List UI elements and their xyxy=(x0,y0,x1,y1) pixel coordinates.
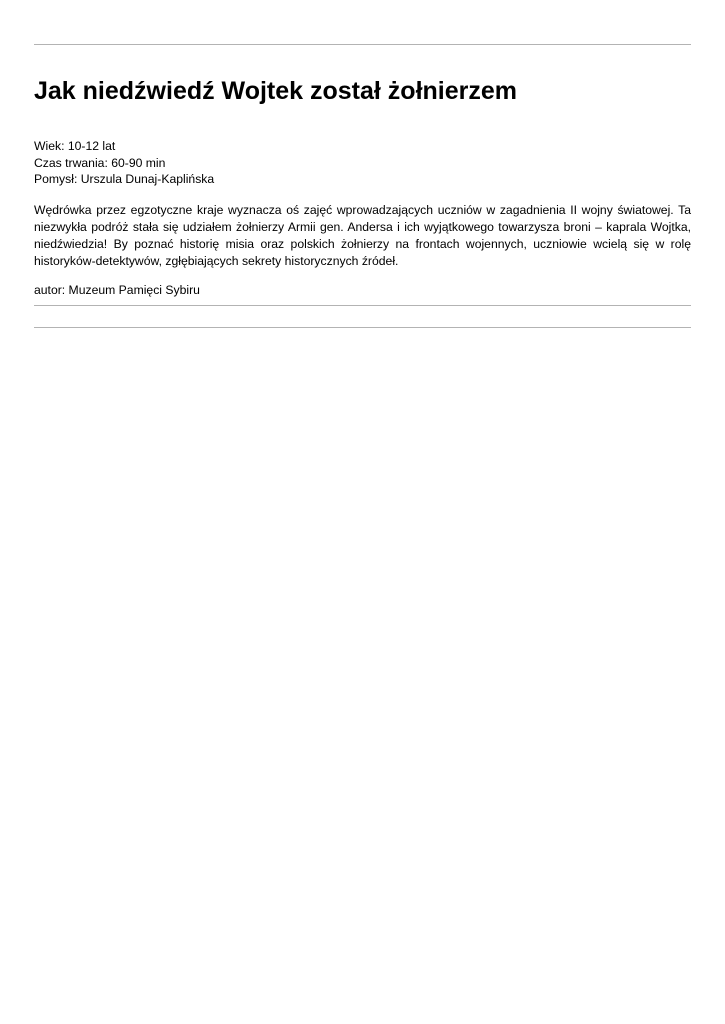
idea-info: Pomysł: Urszula Dunaj-Kaplińska xyxy=(34,172,215,186)
duration-info: Czas trwania: 60-90 min xyxy=(34,155,166,170)
top-divider xyxy=(34,44,691,45)
page-title: Jak niedźwiedź Wojtek został żołnierzem xyxy=(34,77,517,105)
bottom-divider xyxy=(34,327,691,328)
meta-info xyxy=(34,138,691,188)
age-info: Wiek: 10-12 lat xyxy=(34,139,116,153)
description-paragraph: Wędrówka przez egzotyczne kraje wyznacza oś zajęć wprowadzających uczniów w zagadnienia II wojny światowej. Ta niezwykła podróż stała się udziałem żołnierzy Armii gen. Andersa i ich wyjątkowego towarzysza broni – kaprala Wojtka, niedźwiedzia! By poznać historię misia oraz polskich żołnierzy na frontach wojennych, uczniowie wcielą się w rolę historyków-detektywów, zgłębiających sekrety historycznych źródeł. xyxy=(34,202,691,269)
article xyxy=(34,74,691,298)
section-divider xyxy=(34,305,691,306)
author-line: autor: Muzeum Pamięci Sybiru xyxy=(34,283,200,298)
